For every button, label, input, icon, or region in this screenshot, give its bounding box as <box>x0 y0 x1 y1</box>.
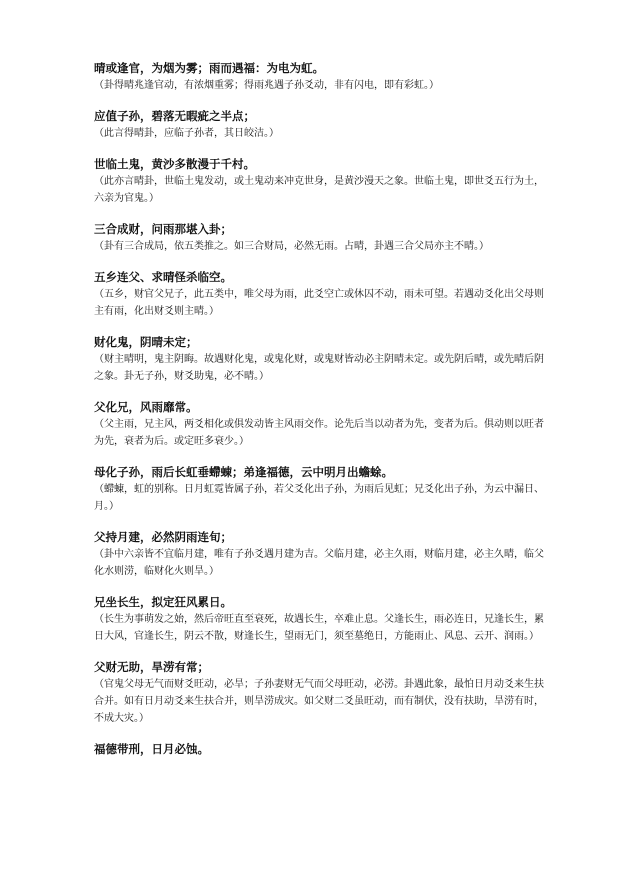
document-page <box>94 60 544 758</box>
verse-entry <box>94 60 544 94</box>
verse-heading: 晴或逢官，为烟为雾；雨而遇福：为电为虹。 <box>94 61 324 75</box>
verse-heading: 父持月建，必然阴雨连旬； <box>94 530 232 544</box>
verse-commentary: （五乡，财官父兄子，此五类中，唯父母为雨，此爻空亡或休囚不动，雨未可望。若遇动爻化出父母则主有雨，化出财爻则主晴。） <box>94 289 544 317</box>
verse-entry <box>94 156 544 207</box>
verse-entry <box>94 334 544 385</box>
verse-entry <box>94 464 544 515</box>
verse-entry <box>94 529 544 580</box>
verse-heading: 三合成财，问雨那堪入卦； <box>94 222 232 236</box>
verse-heading: 兄坐长生，拟定狂风累日。 <box>94 595 232 609</box>
verse-heading: 母化子孙，雨后长虹垂螮蝀；弟逢福德，云中明月出蟾蜍。 <box>94 465 393 479</box>
verse-entry <box>94 269 544 320</box>
verse-entry <box>94 659 544 727</box>
verse-commentary: （此言得晴卦，应临子孙者，其日皎洁。） <box>94 128 279 139</box>
verse-commentary: （螮蝀，虹的别称。日月虹霓皆属子孙，若父爻化出子孙，为雨后见虹；兄爻化出子孙，为云中漏日、月。） <box>94 484 544 512</box>
verse-entry <box>94 108 544 142</box>
verse-entry <box>94 594 544 645</box>
verse-commentary: （父主雨，兄主风，两爻相化或俱发动皆主风雨交作。论先后当以动者为先，变者为后。俱动则以旺者为先，衰者为后。或定旺多衰少。） <box>94 419 544 447</box>
verse-commentary: （财主晴明，鬼主阴晦。故遇财化鬼，或鬼化财，或鬼财皆动必主阴晴未定。或先阴后晴，或先晴后阴之象。卦无子孙，财爻助鬼，必不晴。） <box>94 354 544 382</box>
verse-entry <box>94 221 544 255</box>
verse-heading: 父化兄，风雨靡常。 <box>94 400 198 414</box>
verse-commentary: （此亦言晴卦，世临土鬼发动，或土鬼动来冲克世身，是黄沙漫天之象。世临土鬼，即世爻五行为土，六亲为官鬼。） <box>94 176 544 204</box>
verse-entry <box>94 741 544 758</box>
verse-commentary: （官鬼父母无气而财爻旺动，必旱；子孙妻财无气而父母旺动，必涝。卦遇此象，最怕日月动爻来生扶合并。如有日月动爻来生扶合并，则旱涝成灾。如父财二爻虽旺动，而有制伏，没有扶助，旱涝有时，不成大灾。） <box>94 679 544 724</box>
verse-heading: 父财无助，旱涝有常； <box>94 660 209 674</box>
verse-heading: 五乡连父、求晴怪杀临空。 <box>94 270 232 284</box>
verse-heading: 应值子孙，碧落无暇疵之半点； <box>94 109 255 123</box>
verse-commentary: （卦得晴兆逢官动，有浓烟重雾；得雨兆遇子孙爻动，非有闪电，即有彩虹。） <box>94 80 439 91</box>
verse-commentary: （长生为事萌发之始，然后帝旺直至衰死，故遇长生，卒难止息。父逢长生，雨必连日，兄逢长生，累日大风，官逢长生，阴云不散，财逢长生，望雨无门，须至墓绝日，方能雨止、风息、云开、润雨。） <box>94 614 544 642</box>
verse-heading: 福德带刑，日月必蚀。 <box>94 742 209 756</box>
verse-entry <box>94 399 544 450</box>
verse-heading: 世临土鬼，黄沙多散漫于千村。 <box>94 157 255 171</box>
verse-heading: 财化鬼，阴晴未定； <box>94 335 198 349</box>
verse-commentary: （卦中六亲皆不宜临月建，唯有子孙爻遇月建为吉。父临月建，必主久雨，财临月建，必主久晴，临父化水则涝，临财化火则旱。） <box>94 549 544 577</box>
verse-commentary: （卦有三合成局，依五类推之。如三合财局，必然无雨。占晴，卦遇三合父局亦主不晴。） <box>94 241 489 252</box>
